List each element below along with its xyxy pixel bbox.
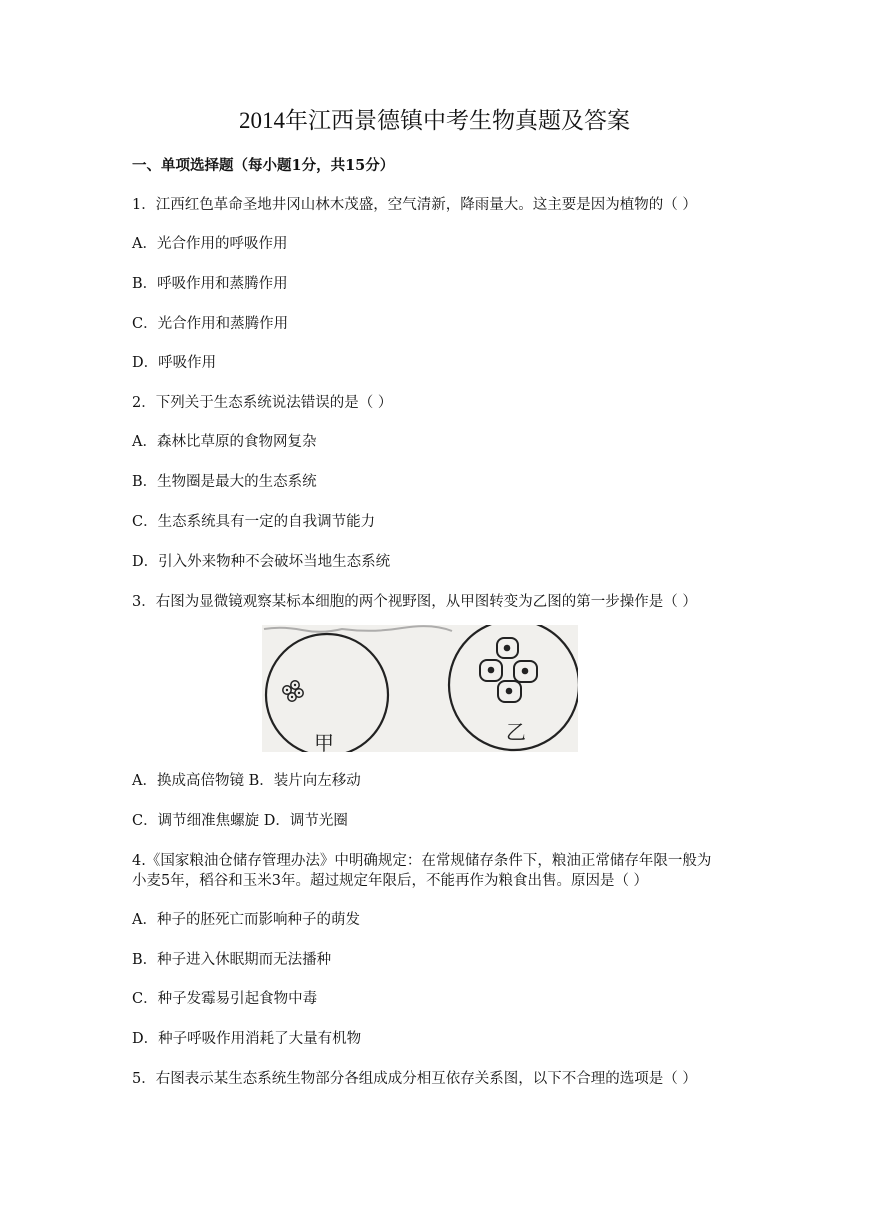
question-4-stem-line2: 小麦5年，稻谷和玉米3年。超过规定年限后，不能再作为粮食出售。原因是（ ） <box>132 873 649 889</box>
question-1-option-b: B．呼吸作用和蒸腾作用 <box>132 276 288 292</box>
question-2-option-d: D．引入外来物种不会破坏当地生态系统 <box>132 554 391 570</box>
question-4-option-c: C．种子发霉易引起食物中毒 <box>132 991 318 1007</box>
question-1-stem: 1．江西红色革命圣地井冈山林木茂盛，空气清新，降雨量大。这主要是因为植物的（ ） <box>132 197 697 213</box>
document-title: 2014年江西景德镇中考生物真题及答案 <box>239 108 630 133</box>
question-4-option-b: B．种子进入休眠期而无法播种 <box>132 952 332 968</box>
microscope-field-figure <box>262 625 578 752</box>
question-2-stem: 2．下列关于生态系统说法错误的是（ ） <box>132 395 393 411</box>
label-yi: 乙 <box>506 720 526 744</box>
question-4-option-d: D．种子呼吸作用消耗了大量有机物 <box>132 1031 362 1047</box>
question-1-option-a: A．光合作用的呼吸作用 <box>132 236 288 252</box>
question-3-options-ab: A．换成高倍物镜 B．装片向左移动 <box>132 773 361 789</box>
scan-artifact <box>264 626 452 632</box>
question-5-stem: 5．右图表示某生态系统生物部分各组成成分相互依存关系图，以下不合理的选项是（ ） <box>132 1071 697 1087</box>
section-heading: 一、单项选择题（每小题1分，共15分） <box>132 157 395 174</box>
question-2-option-b: B．生物圈是最大的生态系统 <box>132 474 317 490</box>
question-2-option-a: A．森林比草原的食物网复杂 <box>132 434 317 450</box>
question-1-option-d: D．呼吸作用 <box>132 355 217 371</box>
small-cells-cluster <box>283 681 303 701</box>
question-2-option-c: C．生态系统具有一定的自我调节能力 <box>132 514 376 530</box>
label-jia: 甲 <box>314 731 334 752</box>
question-4-stem-line1: 4.《国家粮油仓储存管理办法》中明确规定：在常规储存条件下，粮油正常储存年限一般为 <box>132 853 712 869</box>
question-4-option-a: A．种子的胚死亡而影响种子的萌发 <box>132 912 360 928</box>
microscope-field-svg <box>262 625 578 752</box>
question-3-stem: 3．右图为显微镜观察某标本细胞的两个视野图，从甲图转变为乙图的第一步操作是（ ） <box>132 594 697 610</box>
question-3-options-cd: C．调节细准焦螺旋 D．调节光圈 <box>132 813 348 829</box>
large-cells-cluster <box>480 638 537 702</box>
question-1-option-c: C．光合作用和蒸腾作用 <box>132 316 289 332</box>
